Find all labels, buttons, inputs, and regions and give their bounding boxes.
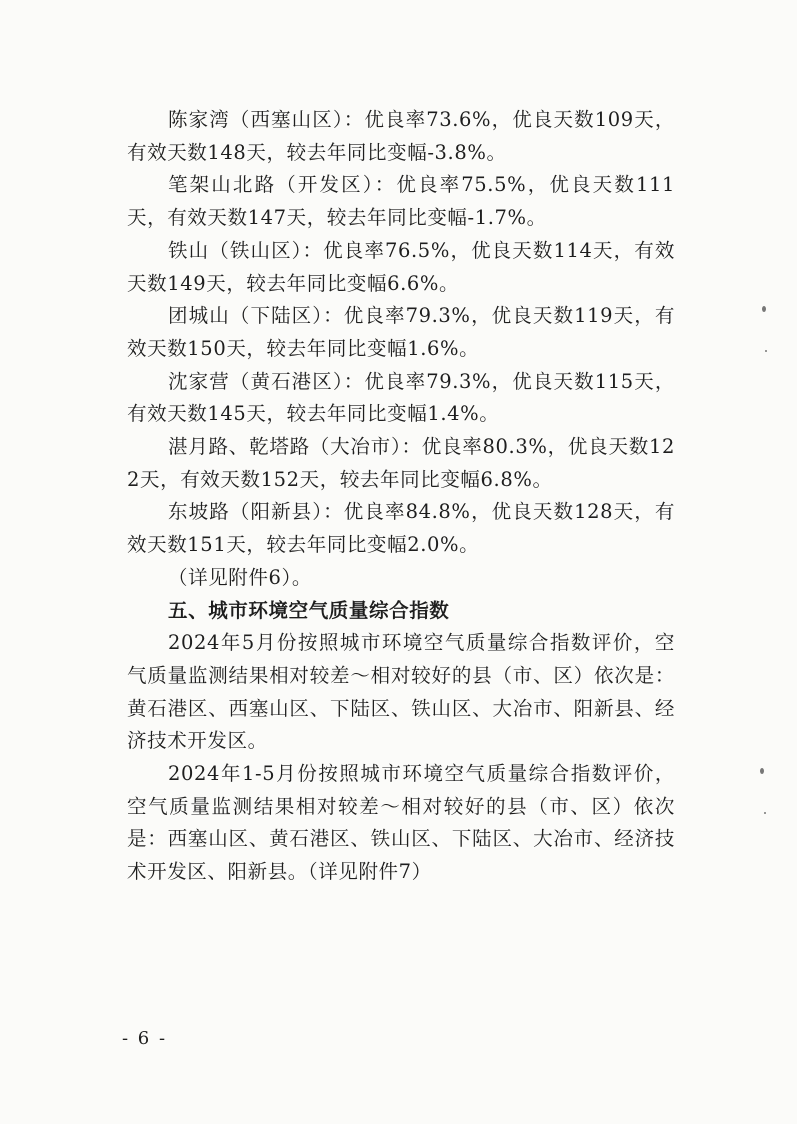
scan-speck [764,812,766,814]
station-paragraph-zhanyuelu: 湛月路、乾塔路（大冶市）：优良率80.3%，优良天数122天，有效天数152天，较去年同比变幅6.8%。 [127,435,675,491]
attachment-reference-6: （详见附件6）。 [168,565,312,589]
scan-speck [760,768,764,774]
station-paragraph-tieshan: 铁山（铁山区）：优良率76.5%，优良天数114天，有效天数149天，较去年同比变幅6.6%。 [127,238,675,295]
station-paragraph-chenjiawan: 陈家湾（西塞山区）：优良率73.6%，优良天数109天，有效天数148天，较去年同比变幅-3.8%。 [127,108,675,164]
station-paragraph-bijiashan: 笔架山北路（开发区）：优良率75.5%，优良天数111天，有效天数147天，较去年同比变幅-1.7%。 [127,173,675,230]
section-paragraph-may: 2024年5月份按照城市环境空气质量综合指数评价，空气质量监测结果相对较差～相对较好的县（市、区）依次是：黄石港区、西塞山区、下陆区、铁山区、大冶市、阳新县、经济技术开发区。 [127,631,675,753]
scan-speck [765,350,767,352]
station-paragraph-shenjiaying: 沈家营（黄石港区）：优良率79.3%，优良天数115天，有效天数145天，较去年同比变幅1.4%。 [127,369,675,426]
station-paragraph-tuanchengshan: 团城山（下陆区）：优良率79.3%，优良天数119天，有效天数150天，较去年同比变幅1.6%。 [127,304,675,360]
section-paragraph-jan-may: 2024年1-5月份按照城市环境空气质量综合指数评价，空气质量监测结果相对较差～相对较好的县（市、区）依次是：西塞山区、黄石港区、铁山区、下陆区、大冶市、经济技术开发区、阳新县。（详见附件7） [127,762,675,884]
station-paragraph-dongpolu: 东坡路（阳新县）：优良率84.8%，优良天数128天，有效天数151天，较去年同比变幅2.0%。 [127,500,675,557]
document-body [127,104,675,889]
section-heading: 五、城市环境空气质量综合指数 [168,598,450,622]
scan-speck [762,306,766,312]
page-number: - 6 - [122,1028,168,1049]
